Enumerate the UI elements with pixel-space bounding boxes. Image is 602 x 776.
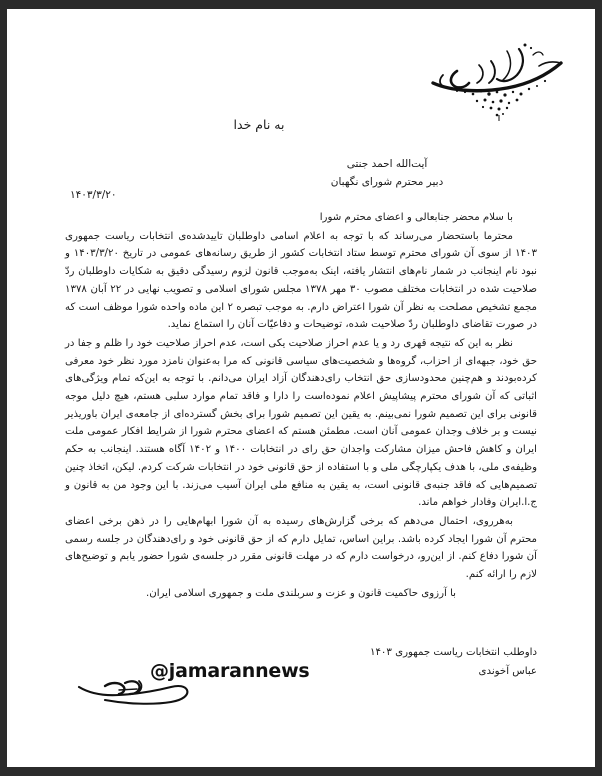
letter-body [65,209,537,603]
letterhead-calligraphy-logo [421,31,577,121]
body-paragraph-2: نظر به این که نتیجه قهری رد و یا عدم احراز صلاحیت یکی است، عدم احراز صلاحیت خود را ظلم و جفا در حق خود، جبهه‌ای از احزاب، گروه‌ها و شخصیت‌های سیاسی قانونی که مرا به‌عنوان نامزد مورد نظر خود معرفی کرده‌بودند و هم‌چنین محدودسازی حق انتخاب رای‌دهندگان آزاد ایران می‌دانم. با توجه به این‌که تمام ویژگی‌های اثباتی که آن شورای محترم پیشاپیش اعلام نموده‌است را دارا و فاقد تمام موارد سلبی هستم، هیچ دلیل موجه قانونی برای این تصمیم شورا نمی‌بینم. به یقین این تصمیم شورا برای بخش گسترده‌ای از جامعه‌ی ایران باوریذیر نیست و بر خلاف وجدان عمومی آنان است. مطمئن هستم که اعضای محترم شورا از شرایط افکار عمومی ملت ایران و کاهش فاحش میزان مشارکت واجدان حق رای در انتخابات ۱۴۰۰ و ۱۴۰۲ آگاه هستند. اینجانب به حکم وظیفه‌ی ملی، با هدف یکپارچگی ملی و با استفاده از حق قانونی خود در انتخابات شرکت کردم. لیکن، اتخاذ چنین تصمیم‌هایی که فاقد جنبه‌ی قانونی است، به یقین به منافع ملی ایران آسیب می‌زند. با این وجود من به قانون و ج.ا.ایران وفادار خواهم ماند. [65,337,537,509]
body-paragraph-1: محترما باستحضار می‌رساند که با توجه به اعلام اسامی داوطلبان تاییدشده‌ی انتخابات ریاست جمهوری ۱۴۰۳ از سوی آن شورای محترم توسط ستاد انتخابات کشور از طریق رسانه‌های عمومی در تاریخ ۱۴۰۳/۳/۲۰ و نبود نام اینجانب در شمار نام‌های انتشار یافته، اینک به‌موجب قانون لزوم رسیدگی دقیق به شکایات داوطلبان ردّ صلاحیت شده در انتخابات مختلف مصوب ۳۰ مهر ۱۳۷۸ مجلس شورای اسلامی و تصویب نهایی در ۲۲ آبان ۱۳۷۸ مجمع تشخیص مصلحت به نظر آن شورا اعتراض دارم. به موجب تبصره ۲ این ماده واحده شورا موظف است که در صورت تقاضای داوطلبان ردّ صلاحیت شده، توضیحات و دفاعیّات آنان را استماع نماید. [65,230,537,331]
addressee-title: دبیر محترم شورای نگهبان [330,176,444,188]
basmala-text: به نام خدا [233,117,285,132]
addressee-block [237,155,537,191]
document-page [7,9,595,767]
body-paragraph-3: به‌هرروی، احتمال می‌دهم که برخی گزارش‌های رسیده به آن شورا ابهام‌هایی را در ذهن برخی اعضای محترم آن شورا ایجاد کرده باشد. براین اساس، تمایل دارم که از حق قانونی خود و رای‌دهندگان در جلسه رسمی آن شورا دفاع کنم. از این‌رو، درخواست دارم که در مهلت قانونی مقرر در جلسه‌ی شورا حضور یابم و توضیح‌های لازم را ارائه کنم. [65,515,537,581]
signer-name: عباس آخوندی [478,666,537,677]
basmala-heading [7,117,595,132]
addressee-name: آیت‌الله احمد جنتی [346,158,428,170]
letter-date: ۱۴۰۳/۳/۲۰ [70,189,117,201]
signer-role: داوطلب انتخابات ریاست جمهوری ۱۴۰۳ [369,647,537,658]
salutation-line: با سلام محضر جنابعالی و اعضای محترم شورا [319,212,513,223]
watermark-handle: @jamarannews [150,660,310,682]
closing-line: با آرزوی حاکمیت قانون و عزت و سربلندی ملت و جمهوری اسلامی ایران. [145,587,457,599]
signature-block [370,644,537,680]
